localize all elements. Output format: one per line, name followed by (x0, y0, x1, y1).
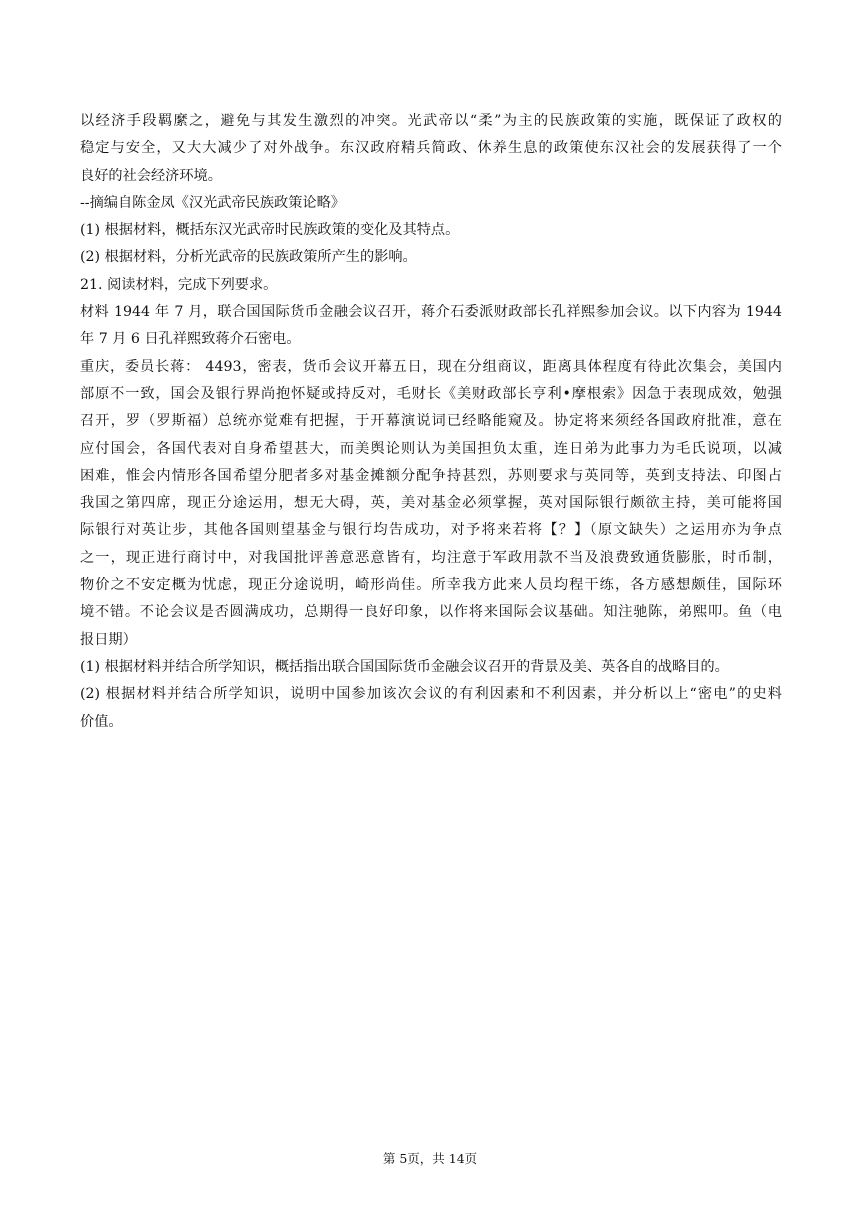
text-line: 稳定与安全，又大大减少了对外战争。东汉政府精兵简政、休养生息的政策使东汉社会的发展获得了一个 (80, 140, 782, 157)
text-line: 部原不一致，国会及银行界尚抱怀疑或持反对，毛财长《美财政部长亨利•摩根索》因急于表现成效，勉强 (80, 385, 782, 402)
text-line: 价值。 (80, 713, 123, 730)
text-line: 以经济手段羁縻之，避免与其发生激烈的冲突。光武帝以“柔”为主的民族政策的实施，既保证了政权的 (80, 113, 782, 129)
text-line: (2) 根据材料并结合所学知识，说明中国参加该次会议的有利因素和不利因素，并分析以上“密电”的史料 (80, 686, 782, 703)
text-line: 境不错。不论会议是否圆满成功，总期得一良好印象，以作将来国际会议基础。知注驰陈，弟熙叩。鱼（电 (80, 604, 782, 621)
text-line: 召开，罗（罗斯福）总统亦觉难有把握，于开幕演说词已经略能窥及。协定将来须经各国政府批准，意在 (80, 413, 782, 430)
text-line: 物价之不安定概为忧虑，现正分途说明，崎形尚佳。所幸我方此来人员均程干练，各方感想颇佳，国际环 (80, 577, 782, 594)
text-line: 年 7 月 6 日孔祥熙致蒋介石密电。 (80, 331, 301, 348)
text-line: (1) 根据材料并结合所学知识，概括指出联合国国际货币金融会议召开的背景及美、英各自的战略目的。 (80, 658, 729, 675)
text-line: (1) 根据材料，概括东汉光武帝时民族政策的变化及其特点。 (80, 222, 460, 239)
text-line: 良好的社会经济环境。 (80, 167, 222, 184)
page-footer: 第 5页，共 14页 (382, 1151, 478, 1166)
text-line: --摘编自陈金凤《汉光武帝民族政策论略》 (80, 194, 345, 211)
text-line: 我国之第四席，现正分途运用，想无大碍，英，美对基金必须掌握，英对国际银行颇欲主持，美可能将国 (80, 495, 782, 512)
text-line: 之一，现正进行商讨中，对我国批评善意恶意皆有，均注意于军政用款不当及浪费致通货膨胀，时币制， (80, 549, 782, 566)
text-line: 材料 1944 年 7 月，联合国国际货币金融会议召开，蒋介石委派财政部长孔祥熙参加会议。以下内容为 1944 (80, 304, 782, 321)
text-line: 重庆，委员长蒋： 4493，密表，货币会议开幕五日，现在分组商议，距离具体程度有待此次集会，美国内 (80, 358, 782, 375)
text-line: 际银行对英让步，其他各国则望基金与银行均告成功，对予将来若将【？】（原文缺失）之运用亦为争点 (80, 522, 782, 539)
text-line: 21. 阅读材料，完成下列要求。 (80, 276, 278, 293)
text-line: 应付国会，各国代表对自身希望甚大，而美舆论则认为美国担负太重，连日弟为此事力为毛氏说项，以减 (80, 440, 782, 457)
text-line: (2) 根据材料，分析光武帝的民族政策所产生的影响。 (80, 249, 417, 266)
document-body (80, 108, 782, 736)
text-line: 报日期） (80, 631, 137, 648)
text-line: 困难，惟会内情形各国希望分肥者多对基金摊额分配争持甚烈，苏则要求与英同等，英到支持法、印图占 (80, 467, 782, 484)
